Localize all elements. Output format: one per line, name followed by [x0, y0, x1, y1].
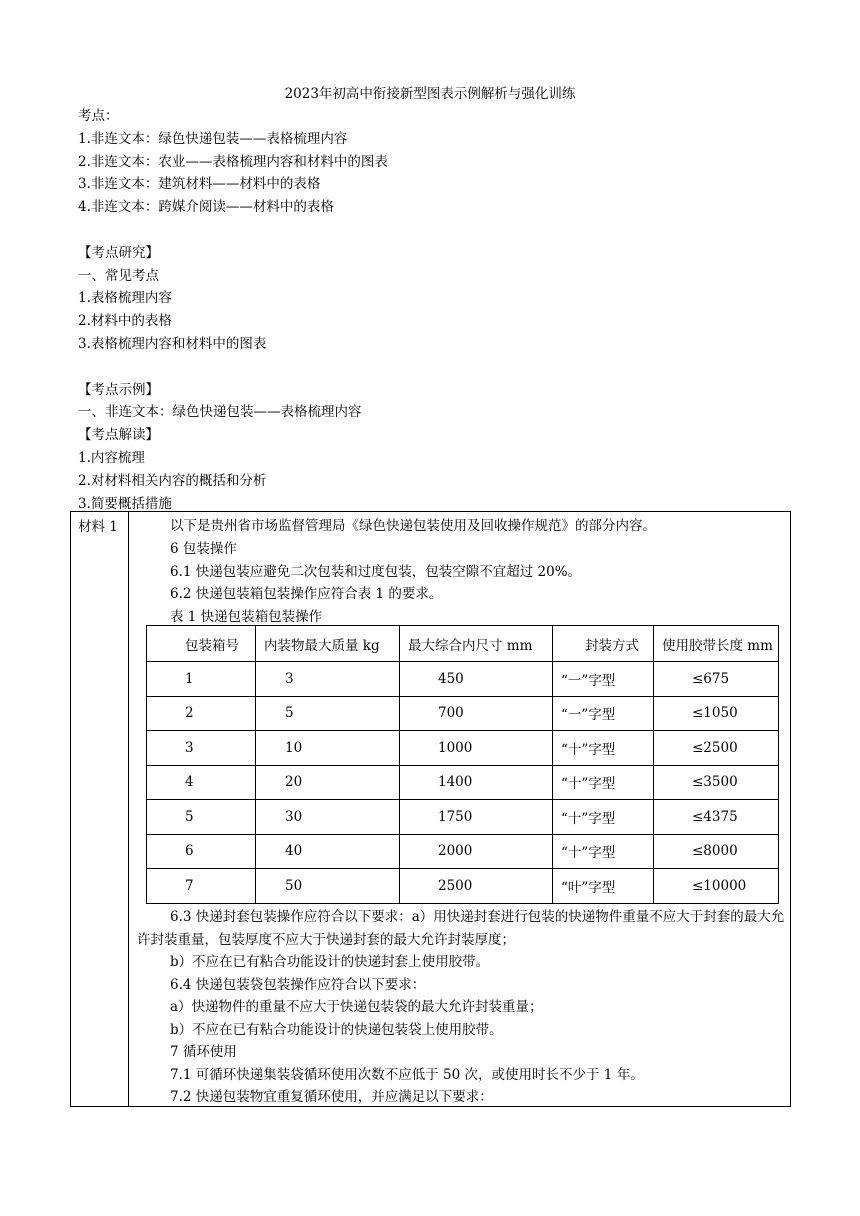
section-6-4-a: a）快递物件的重量不应大于快递包装袋的最大允许封装重量； [170, 999, 543, 1015]
table-cell: 2000 [400, 834, 553, 869]
section-6-1: 6.1 快递包装应避免二次包装和过度包装，包装空隙不宜超过 20%。 [170, 563, 582, 580]
table-cell: “一”字型 [553, 696, 654, 731]
material-content-lower [137, 906, 785, 1109]
table-cell: 40 [256, 834, 400, 869]
section-6-3: 6.3 快递封套包装操作应符合以下要求：a）用快递封套进行包装的快递物件重量不应大于封套的最大允许封装重量，包装厚度不应大于快递封套的最大允许封装厚度； [137, 909, 785, 948]
outline-line: 【考点解读】 [78, 427, 159, 444]
table-header-cell: 使用胶带长度 mm [654, 626, 779, 662]
table-header-cell: 包装箱号 [147, 626, 256, 662]
outline-line: 3.表格梳理内容和材料中的图表 [78, 335, 267, 352]
table-cell: 1400 [400, 765, 553, 800]
outline-line: 1.非连文本：绿色快递包装——表格梳理内容 [78, 130, 348, 147]
section-6-heading: 6 包装操作 [170, 540, 237, 557]
outline-line: 2.对材料相关内容的概括和分析 [78, 472, 267, 489]
table-cell: 6 [147, 834, 256, 869]
outline-line: 1.内容梳理 [78, 449, 145, 466]
table-cell: 4 [147, 765, 256, 800]
table-cell: 1000 [400, 731, 553, 766]
table-cell: 1750 [400, 800, 553, 835]
table-cell: 10 [256, 731, 400, 766]
table-cell: 2 [147, 696, 256, 731]
table-cell: 450 [400, 662, 553, 697]
packaging-table [146, 625, 779, 904]
material-content [137, 515, 783, 629]
table-cell: 5 [147, 800, 256, 835]
table-cell: ≤1050 [654, 696, 779, 731]
table-cell: ≤3500 [654, 765, 779, 800]
outline-line: 3.非连文本：建筑材料——材料中的表格 [78, 176, 321, 193]
table-cell: “一”字型 [553, 662, 654, 697]
table-cell: “十”字型 [553, 731, 654, 766]
table-cell: 50 [256, 869, 400, 904]
table-cell: ≤8000 [654, 834, 779, 869]
table-cell: “十”字型 [553, 765, 654, 800]
section-7-heading: 7 循环使用 [170, 1044, 237, 1060]
section-7-2: 7.2 快递包装物宜重复循环使用，并应满足以下要求： [170, 1089, 493, 1105]
outline-line: 一、非连文本：绿色快递包装——表格梳理内容 [78, 404, 362, 421]
section-6-4: 6.4 快递包装袋包装操作应符合以下要求： [170, 976, 426, 993]
table-cell: 5 [256, 696, 400, 731]
table-row [147, 731, 779, 766]
table-cell: ≤10000 [654, 869, 779, 904]
outline-line: 考点： [78, 108, 119, 124]
section-6-3-b: b）不应在已有粘合功能设计的快递封套上使用胶带。 [170, 954, 490, 970]
outline-line: 【考点研究】 [78, 244, 159, 261]
table-row [147, 765, 779, 800]
table-header-cell: 封装方式 [553, 626, 654, 662]
outline-line: 【考点示例】 [78, 381, 159, 398]
table-cell: 700 [400, 696, 553, 731]
column-divider [128, 512, 129, 1106]
table-cell: “叶”字型 [553, 869, 654, 904]
table-cell: 2500 [400, 869, 553, 904]
outline-line: 3.简要概括措施 [78, 495, 172, 512]
table-header-row [147, 626, 779, 662]
table-header-cell: 最大综合内尺寸 mm [400, 626, 553, 662]
table-cell: “十”字型 [553, 800, 654, 835]
table-cell: 20 [256, 765, 400, 800]
table-row [147, 696, 779, 731]
outline-line [78, 219, 388, 242]
table-cell: 7 [147, 869, 256, 904]
table-caption: 表 1 快递包装箱包装操作 [170, 609, 323, 626]
material-intro: 以下是贵州省市场监督管理局《绿色快递包装使用及回收操作规范》的部分内容。 [170, 518, 656, 534]
table-cell: 3 [147, 731, 256, 766]
table-cell: “十”字型 [553, 834, 654, 869]
outline-line: 4.非连文本：跨媒介阅读——材料中的表格 [78, 199, 334, 216]
section-6-2: 6.2 快递包装箱包装操作应符合表 1 的要求。 [170, 586, 443, 603]
section-6-4-b: b）不应在已有粘合功能设计的快递包装袋上使用胶带。 [170, 1021, 503, 1038]
section-7-1: 7.1 可循环快递集装袋循环使用次数不应低于 50 次，或使用时长不少于 1 年。 [170, 1066, 644, 1083]
outline-line: 2.材料中的表格 [78, 313, 172, 330]
table-row [147, 662, 779, 697]
page-title: 2023年初高中衔接新型图表示例解析与强化训练 [284, 86, 576, 102]
outline-line [78, 356, 388, 379]
outline-section [78, 105, 388, 515]
table-cell: 3 [256, 662, 400, 697]
table-cell: 30 [256, 800, 400, 835]
table-row [147, 800, 779, 835]
table-cell: ≤675 [654, 662, 779, 697]
outline-line: 一、常见考点 [78, 267, 159, 284]
material-label: 材料 1 [78, 519, 118, 535]
outline-line: 2.非连文本：农业——表格梳理内容和材料中的图表 [78, 153, 388, 170]
table-row [147, 869, 779, 904]
table-header-cell: 内装物最大质量 kg [256, 626, 400, 662]
material-box [70, 511, 791, 1107]
outline-line: 1.表格梳理内容 [78, 290, 172, 307]
table-cell: ≤4375 [654, 800, 779, 835]
table-cell: ≤2500 [654, 731, 779, 766]
table-row [147, 834, 779, 869]
table-cell: 1 [147, 662, 256, 697]
